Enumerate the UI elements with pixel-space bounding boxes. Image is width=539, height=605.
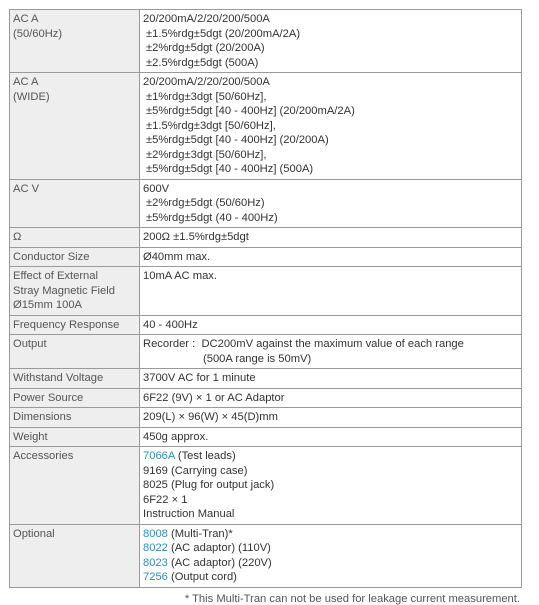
table-row <box>10 315 522 335</box>
table-row <box>10 267 522 316</box>
value-line: ±2%rdg±5dgt (20/200A) <box>146 42 265 54</box>
row-label-conductor-size: Conductor Size <box>10 247 140 267</box>
label-line: Effect of External <box>13 270 98 282</box>
accessory-item: Instruction Manual <box>143 508 235 520</box>
optional-text: (AC adaptor) (110V) <box>167 542 271 554</box>
optional-link-8008[interactable]: 8008 <box>143 527 168 540</box>
row-value-stray-field: 10mA AC max. <box>140 267 522 316</box>
optional-text: (Multi-Tran)* <box>167 527 233 540</box>
value-line: ±5%rdg±5dgt [40 - 400Hz] (20/200A) <box>146 134 329 146</box>
optional-item <box>143 570 518 585</box>
row-label-accessories: Accessories <box>10 447 140 525</box>
row-label-weight: Weight <box>10 427 140 447</box>
row-label-output: Output <box>10 335 140 369</box>
row-value-output <box>140 335 522 369</box>
table-row <box>10 228 522 248</box>
row-value-conductor-size: Ø40mm max. <box>140 247 522 267</box>
row-label-frequency-response: Frequency Response <box>10 315 140 335</box>
optional-item <box>143 541 518 556</box>
label-line: Ø15mm 100A <box>13 299 83 311</box>
accessory-text: (Test leads) <box>174 450 236 462</box>
label-line: AC A <box>13 76 39 88</box>
label-line: (WIDE) <box>13 90 50 103</box>
value-line: (500A range is 50mV) <box>203 352 312 365</box>
table-row <box>10 10 522 73</box>
table-row <box>10 247 522 267</box>
value-line: Recorder : DC200mV against the maximum value of each range <box>143 338 464 350</box>
row-value-frequency-response: 40 - 400Hz <box>140 315 522 335</box>
specifications-table <box>9 9 522 588</box>
value-line: 600V <box>143 182 170 195</box>
label-line: Stray Magnetic Field <box>13 284 115 297</box>
label-line: AC A <box>13 13 39 25</box>
value-line: 20/200mA/2/20/200/500A <box>143 13 270 25</box>
value-line: ±1.5%rdg±3dgt [50/60Hz], <box>146 119 276 132</box>
value-line: ±5%rdg±5dgt [40 - 400Hz] (500A) <box>146 163 314 175</box>
row-label-ac-v <box>10 179 140 228</box>
row-value-ac-a-wide <box>140 73 522 180</box>
row-value-dimensions: 209(L) × 96(W) × 45(D)mm <box>140 408 522 428</box>
value-line: ±5%rdg±5dgt [40 - 400Hz] (20/200mA/2A) <box>146 105 355 117</box>
value-line: ±1.5%rdg±5dgt (20/200mA/2A) <box>146 27 301 40</box>
table-row <box>10 388 522 408</box>
table-row <box>10 73 522 180</box>
row-value-weight: 450g approx. <box>140 427 522 447</box>
row-value-ac-v <box>140 179 522 228</box>
table-row <box>10 335 522 369</box>
value-line: ±5%rdg±5dgt (40 - 400Hz) <box>146 211 278 224</box>
row-label-ohm: Ω <box>10 228 140 248</box>
optional-item <box>143 527 518 542</box>
table-row <box>10 369 522 389</box>
footnote: * This Multi-Tran can not be used for leakage current measurement. <box>184 592 520 605</box>
table-row <box>10 179 522 228</box>
row-label-withstand-voltage: Withstand Voltage <box>10 369 140 389</box>
row-label-ac-a-5060 <box>10 10 140 73</box>
row-label-power-source: Power Source <box>10 388 140 408</box>
row-label-stray-field <box>10 267 140 316</box>
optional-link-7256[interactable]: 7256 <box>143 571 168 583</box>
table-row <box>10 447 522 525</box>
accessory-item: 8025 (Plug for output jack) <box>143 479 275 491</box>
accessory-item <box>143 449 518 464</box>
optional-item <box>143 556 518 571</box>
value-line: ±2.5%rdg±5dgt (500A) <box>146 56 259 69</box>
value-line: ±1%rdg±3dgt [50/60Hz], <box>146 90 267 103</box>
accessory-item: 6F22 × 1 <box>143 493 188 506</box>
label-line: AC V <box>13 182 40 195</box>
row-label-optional: Optional <box>10 524 140 587</box>
row-label-dimensions: Dimensions <box>10 408 140 428</box>
value-line: ±2%rdg±5dgt (50/60Hz) <box>146 197 265 209</box>
value-line: ±2%rdg±3dgt [50/60Hz], <box>146 148 267 161</box>
table-row <box>10 408 522 428</box>
row-value-power-source: 6F22 (9V) × 1 or AC Adaptor <box>140 388 522 408</box>
accessory-item: 9169 (Carrying case) <box>143 464 248 477</box>
accessory-link-7066a[interactable]: 7066A <box>143 450 175 462</box>
table-row <box>10 524 522 587</box>
optional-text: (AC adaptor) (220V) <box>167 556 272 569</box>
optional-link-8023[interactable]: 8023 <box>143 556 168 569</box>
row-value-ac-a-5060 <box>140 10 522 73</box>
row-label-ac-a-wide <box>10 73 140 180</box>
value-line: 20/200mA/2/20/200/500A <box>143 76 270 88</box>
optional-text: (Output cord) <box>167 571 237 583</box>
row-value-optional <box>140 524 522 587</box>
optional-link-8022[interactable]: 8022 <box>143 542 168 554</box>
row-value-accessories <box>140 447 522 525</box>
row-value-withstand-voltage: 3700V AC for 1 minute <box>140 369 522 389</box>
row-value-ohm: 200Ω ±1.5%rdg±5dgt <box>140 228 522 248</box>
table-row <box>10 427 522 447</box>
label-line: (50/60Hz) <box>13 27 63 40</box>
